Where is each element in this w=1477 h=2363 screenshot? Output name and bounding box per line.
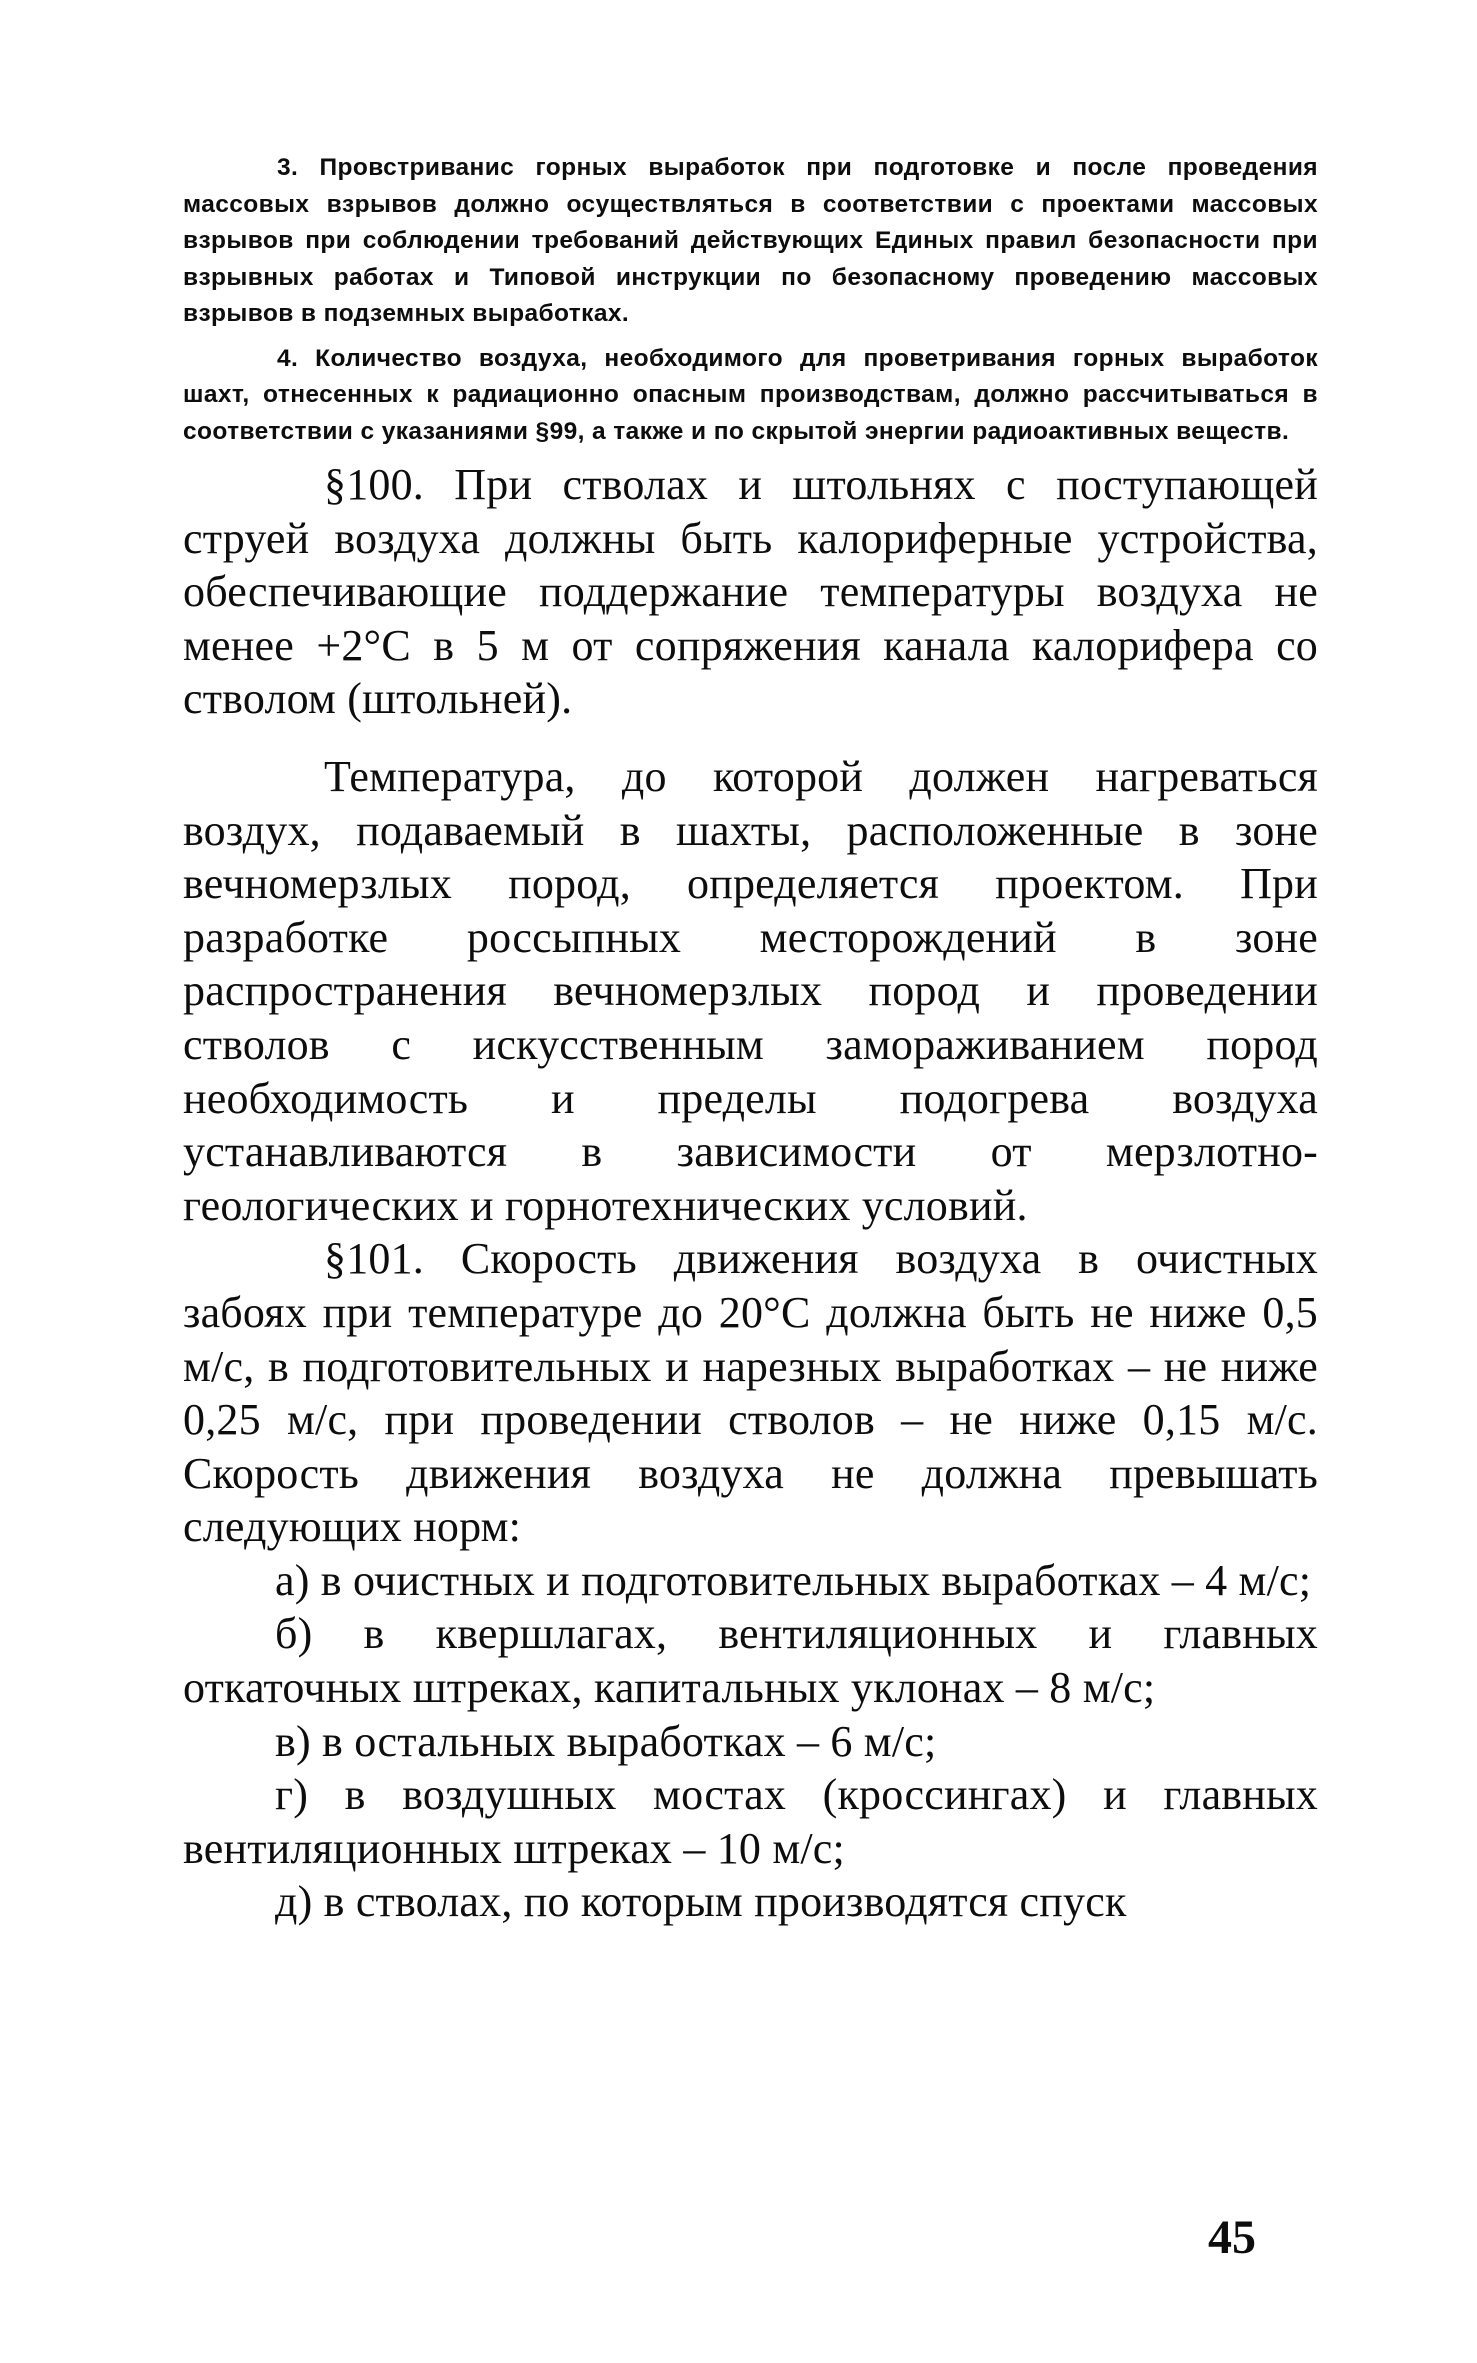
page-body	[183, 150, 1318, 1929]
note-3: 3. Провстриванис горных выработок при подготовке и после проведения массовых взрывов должно осуществляться в соответствии с проектами массовых взрывов при соблюдении требований действующих Единых правил безопасности при взрывных работах и Типовой инструкции по безопасному проведению массовых взрывов в подземных выработках.	[183, 154, 1318, 327]
list-item-b: б) в квершлагах, вентиляционных и главных откаточных штреках, капитальных уклонах – 8 м/с;	[183, 1609, 1318, 1713]
section-100: §100. При стволах и штольнях с поступающей струей воздуха должны быть калориферные устройства, обеспечивающие поддержание температуры воздуха не менее +2°С в 5 м от сопряжения канала калорифера со стволом (штольней).	[183, 460, 1318, 724]
note-4: 4. Количество воздуха, необходимого для проветривания горных выработок шахт, отнесенных к радиационно опасным производствам, должно рассчитываться в соответствии с указаниями §99, а также и по скрытой энергии радиоактивных веществ.	[183, 344, 1318, 445]
list-item-g: г) в воздушных мостах (кроссингах) и главных вентиляционных штреках – 10 м/с;	[183, 1770, 1318, 1873]
list-item-v: в) в остальных выработках – 6 м/с;	[275, 1716, 937, 1766]
section-101: §101. Скорость движения воздуха в очистных забоях при температуре до 20°С должна быть не ниже 0,5 м/с, в подготовительных и нарезных выработках – не ниже 0,25 м/с, при проведении стволов – не ниже 0,15 м/с. Скорость движения воздуха не должна превышать следующих норм:	[183, 1234, 1318, 1552]
page-number: 45	[1208, 2211, 1256, 2264]
paragraph-temperature: Температура, до которой должен нагреваться воздух, подаваемый в шахты, расположенные в зоне вечномерзлых пород, определяется проектом. При разработке россыпных месторождений в зоне распространения вечномерзлых пород и проведении стволов с искусственным замораживанием пород необходимость и пределы подогрева воздуха устанавливаются в зависимости от мерзлотно-геологических и горнотехнических условий.	[183, 751, 1318, 1230]
list-item-a: а) в очистных и подготовительных выработках – 4 м/с;	[275, 1555, 1312, 1605]
list-item-d: д) в стволах, по которым производятся спуск	[275, 1877, 1127, 1927]
